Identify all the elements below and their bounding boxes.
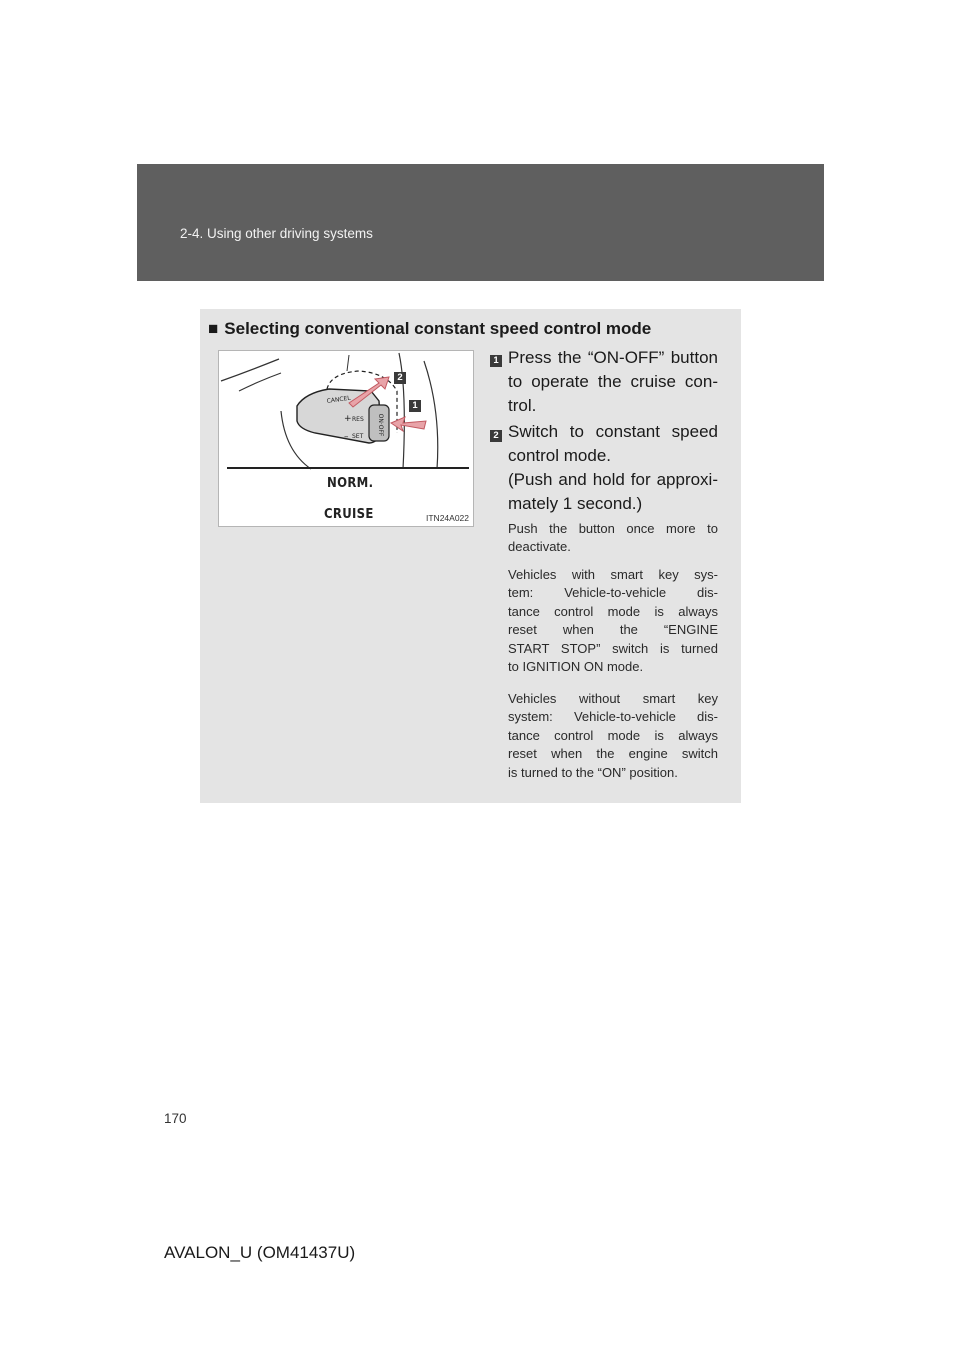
note-line: Vehicles with smart key sys- [508,567,718,582]
page-number: 170 [164,1111,187,1126]
heading-text: Selecting conventional constant speed control mode [224,319,652,338]
image-code: ITN24A022 [426,513,469,523]
heading-marker: ■ [208,319,219,338]
note-line: deactivate. [508,539,571,555]
note-no-smart-key [508,690,718,782]
step-1-line: Press the “ON-OFF” button [508,348,718,367]
step-2-line: (Push and hold for approxi- [508,470,718,489]
cruise-lever-illustration [218,350,474,527]
manual-code: AVALON_U (OM41437U) [164,1243,356,1262]
note-line: reset when the engine switch [508,746,718,762]
note-line: system: Vehicle-to-vehicle dis- [508,709,718,725]
note-line: Vehicles without smart key [508,691,718,706]
lever-minus-text: – [344,432,349,442]
wheel-contour-line [347,355,349,371]
step-1-text [508,346,718,418]
note-line: START STOP” switch is turned [508,640,718,656]
note-line: to IGNITION ON mode. [508,659,644,675]
note-line: Push the button once more to [508,521,718,536]
push-arrow [391,417,426,431]
step-1-line: trol. [508,396,537,415]
step-2-line: mately 1 second.) [508,494,643,513]
dash-contour-line [239,373,281,391]
lever-drawing [219,351,474,527]
wheel-contour-line [424,361,438,469]
section-title: 2-4. Using other driving systems [180,226,373,241]
step-1-badge: 1 [490,355,502,367]
panel-heading [208,319,651,339]
step-1-line: to operate the cruise con- [508,372,718,391]
note-line: reset when the “ENGINE [508,622,718,638]
lever-cancel-text: CANCEL [326,394,352,405]
callout-1-badge: 1 [409,400,421,412]
step-2-line: Switch to constant speed [508,422,718,441]
step-2-text [508,420,718,516]
callout-2-badge: 2 [394,372,406,384]
note-line: tance control mode is always [508,603,718,619]
on-off-button-text: ON·OFF [377,413,384,437]
norm-label: NORM. [327,476,374,491]
dash-contour-line [221,359,279,381]
lever-res-text: RES [352,416,364,423]
step-2-line: control mode. [508,446,611,465]
note-line: is turned to the “ON” position. [508,764,678,780]
step-2-badge: 2 [490,430,502,442]
note-line: tance control mode is always [508,727,718,743]
wheel-contour-line [399,353,404,469]
cruise-label: CRUISE [324,507,374,522]
header-band [137,164,824,281]
note-smart-key [508,566,718,676]
lever-set-text: SET [352,433,364,440]
note-line: tem: Vehicle-to-vehicle dis- [508,585,718,601]
note-deactivate [508,520,718,557]
lever-plus-text: + [344,414,352,424]
